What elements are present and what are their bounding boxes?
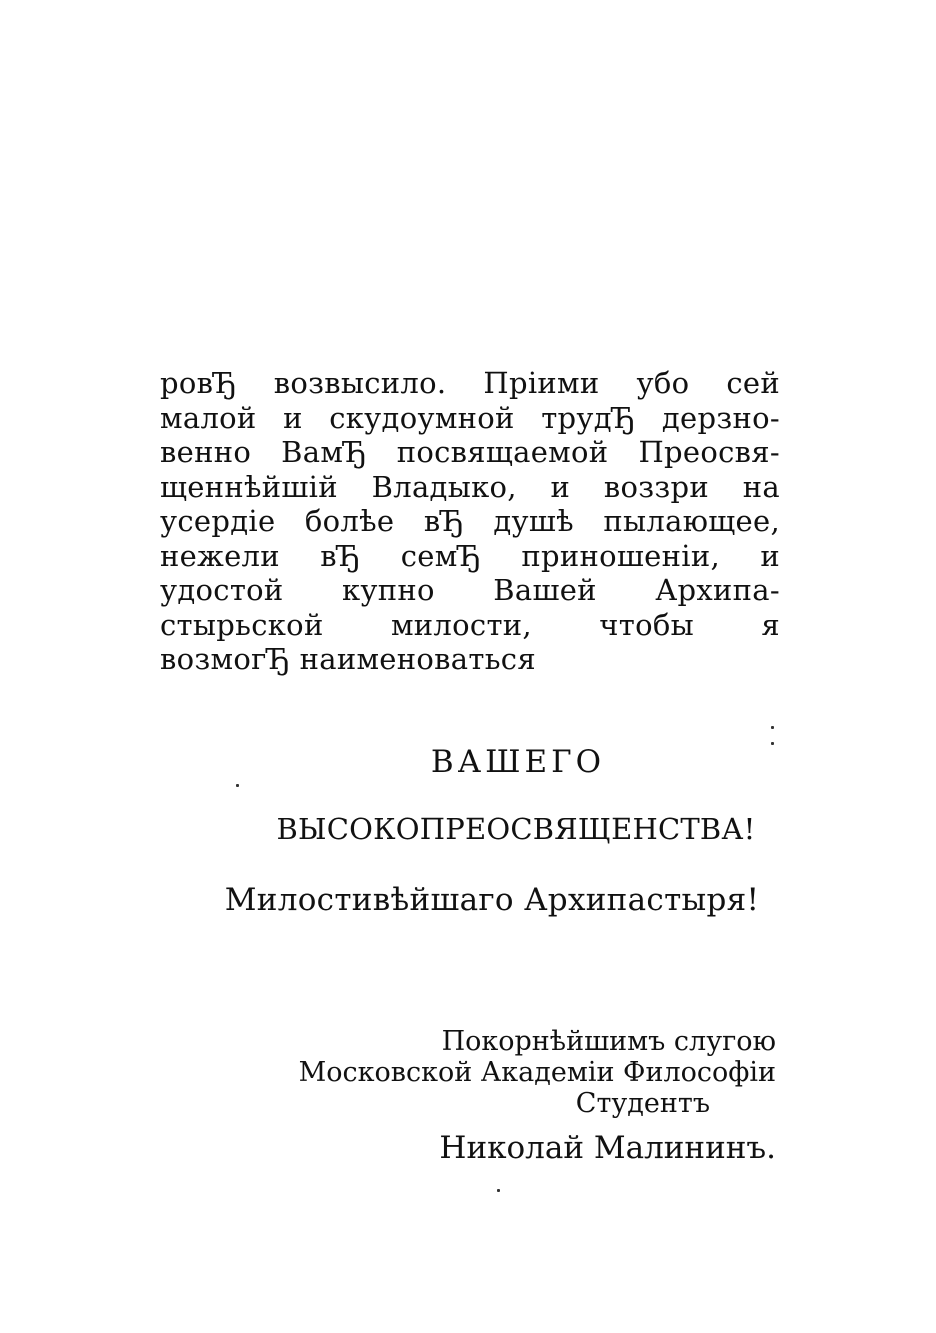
- paragraph-line: удостой купно Вашей Архипа-: [160, 573, 780, 607]
- print-speck: [771, 742, 774, 745]
- closing-line-vashego: ВАШЕГО: [430, 744, 606, 780]
- print-speck: [771, 726, 774, 729]
- paragraph-line: нежели вЂ семЂ приношеніи, и: [160, 538, 780, 573]
- paragraph-line: малой и скудоумной трудЂ дерзно-: [160, 400, 780, 435]
- signature-servant: Покорнѣйшимъ слугою: [441, 1026, 776, 1057]
- paragraph-line: щеннѣйшій Владыко, и воззри на: [160, 469, 780, 504]
- paragraph-line: возмогЂ наименоваться: [160, 642, 536, 676]
- closing-line-title: ВЫСОКОПРЕОСВЯЩЕНСТВА!: [276, 812, 756, 846]
- paragraph-line: усердіе болѣе вЂ душѣ пылающее,: [160, 504, 780, 538]
- signature-academy: Московской Академіи Философіи: [298, 1057, 776, 1088]
- paragraph-line: стырьской милости, чтобы я: [160, 607, 780, 642]
- print-speck: [236, 784, 239, 787]
- print-speck: [497, 1189, 500, 1192]
- dedication-paragraph: [160, 366, 780, 677]
- closing-line-archpastor: Милостивѣйшаго Архипастыря!: [224, 882, 760, 918]
- paragraph-line: венно ВамЂ посвящаемой Преосвя-: [160, 435, 780, 469]
- signature-student: Студентъ: [575, 1088, 710, 1119]
- paragraph-line: ровЂ возвысило. Пріими убо сей: [160, 366, 780, 400]
- signature-name: Николай Малининъ.: [439, 1130, 776, 1166]
